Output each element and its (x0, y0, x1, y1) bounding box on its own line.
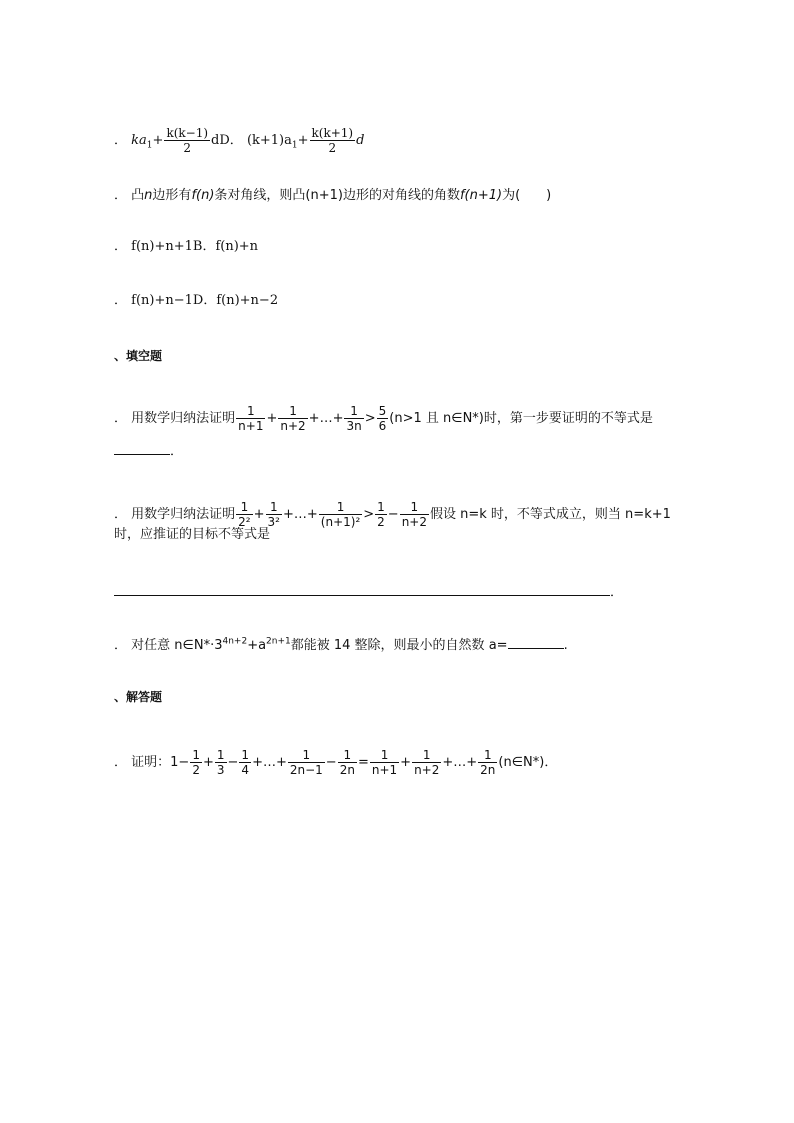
frac-den: 6 (378, 419, 387, 433)
frac-num: 1 (192, 748, 200, 762)
fraction (190, 748, 202, 777)
section-title-fill: 、填空题 (114, 349, 163, 363)
q-prefix: 证明：1− (131, 755, 190, 770)
frac-den: 2n (339, 763, 355, 777)
item-dot: ． (114, 188, 128, 203)
end-dot: ． (170, 444, 184, 459)
answer-blank[interactable] (114, 583, 610, 596)
frac-num: 1 (400, 500, 429, 515)
op: + (400, 755, 412, 770)
frac-den: 2² (238, 515, 251, 529)
frac-num: 1 (370, 748, 399, 763)
question-fill-2 (114, 500, 671, 529)
end-dot: . (563, 638, 568, 653)
frac-num: 1 (266, 500, 282, 515)
section-title-answer: 、解答题 (114, 690, 163, 704)
frac-den: (n+1)² (320, 515, 361, 529)
op: + (266, 411, 278, 426)
frac-num: 1 (319, 500, 362, 515)
frac-num: 1 (478, 748, 497, 763)
question-proof (114, 748, 557, 777)
item-dot: ． (114, 293, 128, 308)
frac-den: 2n−1 (289, 763, 323, 777)
frac-num: k(k−1) (166, 126, 209, 140)
fraction (338, 748, 357, 777)
item-dot: ． (114, 133, 128, 148)
op: − (387, 507, 399, 522)
frac-den: 3² (267, 515, 280, 529)
frac-den: 2 (328, 141, 337, 155)
q-prefix: 用数学归纳法证明 (131, 507, 236, 522)
fraction (236, 404, 265, 433)
frac-num: 1 (412, 748, 441, 763)
frac-den: n+2 (401, 515, 427, 529)
frac-num: 1 (241, 748, 250, 762)
exp: 4n+2 (222, 636, 248, 647)
q-fn: f(n) (191, 188, 215, 203)
op: > (364, 411, 376, 426)
q-tail: (n∈N*)． (498, 755, 558, 770)
frac-num: 1 (216, 748, 225, 762)
end-dot: ． (610, 585, 624, 600)
fraction (215, 748, 227, 777)
op: +…+ (308, 411, 344, 426)
q-text-c: 条对角线，则凸(n+1)边形的对角线的角数 (214, 188, 460, 203)
op: + (253, 507, 265, 522)
frac-num: 1 (338, 748, 357, 763)
frac-num: 1 (236, 500, 252, 515)
op: − (325, 755, 337, 770)
expr-d-coef: (k+1)a (246, 133, 292, 148)
fraction (266, 500, 282, 529)
expr-d-sub: 1 (291, 140, 298, 151)
expr-c-tail: dD． (211, 133, 243, 148)
expr-d-fraction (310, 126, 356, 155)
frac-den: n+2 (414, 763, 440, 777)
q-text-d: 为( ) (502, 188, 552, 203)
frac-num: 1 (377, 500, 385, 514)
fraction (375, 500, 387, 529)
op: +…+ (252, 755, 287, 770)
q-tail: 都能被 14 整除，则最小的自然数 a= (290, 638, 508, 653)
frac-num: 1 (236, 404, 265, 419)
q-fn1: f(n+1) (459, 188, 503, 203)
expr-d-tail: d (356, 133, 365, 148)
fraction (288, 748, 325, 777)
frac-den: n+1 (371, 763, 398, 777)
q-tail: 假设 n=k 时，不等式成立，则当 n=k+1 (430, 507, 671, 522)
option-cd-text: f(n)+n−1D．f(n)+n−2 (131, 293, 279, 308)
exp: 2n+1 (266, 636, 291, 647)
op: +…+ (282, 507, 318, 522)
answer-blank[interactable] (114, 442, 170, 455)
option-cd (114, 293, 278, 309)
fraction (319, 500, 362, 529)
frac-num: 5 (378, 404, 387, 418)
answer-blank[interactable] (508, 636, 564, 649)
q-prefix: 对任意 n∈N*·3 (131, 638, 223, 653)
q-var-n: n (144, 188, 153, 203)
option-ab (114, 239, 258, 255)
q-text-b: 边形有 (152, 188, 192, 203)
frac-den: n+1 (238, 419, 264, 433)
fraction (412, 748, 441, 777)
fraction (400, 500, 429, 529)
frac-num: 1 (288, 748, 325, 763)
item-dot: ． (114, 411, 128, 426)
q-text-a: 凸 (131, 188, 145, 203)
op: − (227, 755, 239, 770)
op: +…+ (442, 755, 478, 770)
frac-den: 2 (377, 515, 385, 529)
fraction (239, 748, 251, 777)
fraction (344, 404, 363, 433)
fraction (478, 748, 497, 777)
option-ab-text: f(n)+n+1B．f(n)+n (131, 239, 259, 254)
answer-line-fill-1 (114, 442, 183, 460)
expr-c-sub: 1 (146, 140, 153, 151)
frac-num: 1 (278, 404, 307, 419)
fraction (377, 404, 389, 433)
question-polygon (114, 188, 551, 204)
q-condition: (n>1 且 n∈N*)时，第一步要证明的不等式是 (389, 411, 653, 426)
fraction (278, 404, 307, 433)
op: +a (247, 638, 267, 653)
answer-line-fill-2 (114, 583, 623, 601)
option-line-cd-expr: ． $ka_1+$ $\frac{k(k-1)}{2}$ dD． $(k+1)a_1+$ $\frac{k(k+1)}{2}$ d (114, 126, 365, 155)
question-fill-2-cont: 时，应推证的目标不等式是 (114, 527, 271, 542)
op: + (202, 755, 214, 770)
frac-num: 1 (344, 404, 363, 419)
question-fill-1 (114, 404, 653, 433)
item-dot: ． (114, 507, 128, 522)
expr-c-coef: ka (131, 133, 147, 148)
frac-den: 4 (241, 763, 250, 777)
frac-den: 2n (480, 763, 496, 777)
frac-num: k(k+1) (311, 126, 354, 140)
frac-den: 3n (346, 419, 362, 433)
op: > (363, 507, 375, 522)
question-fill-3 (114, 636, 568, 654)
frac-den: 2 (192, 763, 200, 777)
frac-den: n+2 (280, 419, 306, 433)
fraction (236, 500, 252, 529)
item-dot: ． (114, 638, 128, 653)
item-dot: ． (114, 239, 128, 254)
item-dot: ． (114, 755, 128, 770)
frac-den: 2 (183, 141, 192, 155)
expr-c-fraction (164, 126, 210, 155)
q-prefix: 用数学归纳法证明 (131, 411, 236, 426)
frac-den: 3 (216, 763, 225, 777)
fraction (370, 748, 399, 777)
op: = (357, 755, 369, 770)
